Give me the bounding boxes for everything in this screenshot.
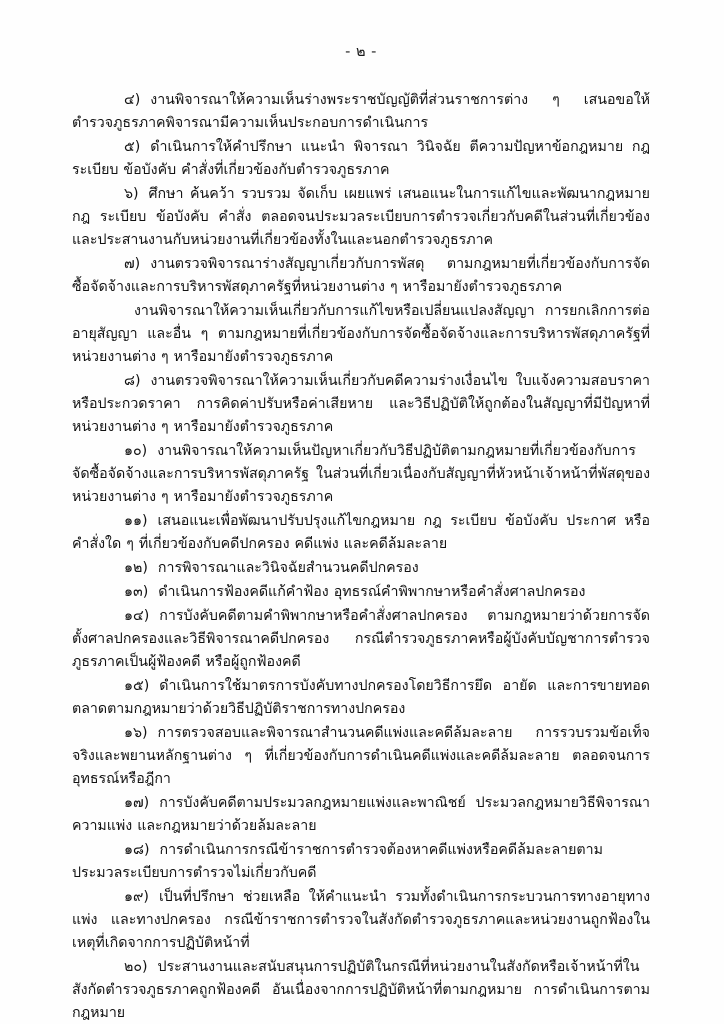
paragraph [72, 557, 650, 580]
paragraph [72, 183, 650, 252]
paragraph-number: ๑๕) [124, 678, 150, 694]
paragraph-number: ๑๓) [124, 584, 149, 600]
paragraph-text: ประสานงานและสนับสนุนการปฏิบัติในกรณีที่หน่วยงานในสังกัดหรือเจ้าหน้าที่ในสังกัดตำรวจภูธรภาคถูกฟ้องคดี อันเนื่องจากการปฏิบัติหน้าที่ตามกฎหมาย การดำเนินการตามกฎหมาย [72, 959, 650, 1021]
paragraph [72, 440, 650, 509]
paragraph-text: งานตรวจพิจารณาร่างสัญญาเกี่ยวกับการพัสดุ ตามกฎหมายที่เกี่ยวข้องกับการจัดซื้อจัดจ้างและการบริหารพัสดุภาครัฐที่หน่วยงานต่าง ๆ หารือมายังตำรวจภูธรภาค [72, 256, 650, 295]
paragraph-text: ศึกษา ค้นคว้า รวบรวม จัดเก็บ เผยแพร่ เสนอแนะในการแก้ไขและพัฒนากฎหมาย กฎ ระเบียบ ข้อบังคับ คำสั่ง ตลอดจนประมวลระเบียบการตำรวจเกี่ยวกับคดีในส่วนที่เกี่ยวข้องและประสานงานกับหน่วยงานที่เกี่ยวข้องทั้งในและนอกตำรวจภูธรภาค [72, 186, 650, 248]
document-body [72, 89, 650, 1025]
paragraph [72, 370, 650, 439]
paragraph-text: การดำเนินการกรณีข้าราชการตำรวจต้องหาคดีแพ่งหรือคดีล้มละลายตามประมวลระเบียบการตำรวจไม่เกี่ยวกับคดี [72, 842, 603, 881]
paragraph [72, 581, 650, 604]
paragraph-number: ๕) [124, 139, 141, 155]
paragraph-number: ๔) [124, 92, 141, 108]
paragraph-text: การตรวจสอบและพิจารณาสำนวนคดีแพ่งและคดีล้มละลาย การรวบรวมข้อเท็จจริงและพยานหลักฐานต่าง ๆ ที่เกี่ยวข้องกับการดำเนินคดีแพ่งและคดีล้มละลาย ตลอดจนการอุทธรณ์หรือฎีกา [72, 725, 650, 787]
paragraph [72, 510, 650, 556]
paragraph-number: ๑๘) [124, 842, 150, 858]
paragraph-text: เป็นที่ปรึกษา ช่วยเหลือ ให้คำแนะนำ รวมทั้งดำเนินการกระบวนการทางอายุทางแพ่ง และทางปกครอง กรณีข้าราชการตำรวจในสังกัดตำรวจภูธรภาคและหน่วยงานถูกฟ้องในเหตุที่เกิดจากการปฏิบัติหน้าที่ [72, 889, 650, 951]
paragraph-number: ๑๔) [124, 608, 150, 624]
paragraph-number: ๑๒) [124, 560, 148, 576]
paragraph [72, 722, 650, 791]
paragraph-number: ๘) [124, 373, 141, 389]
paragraph [72, 886, 650, 955]
paragraph [72, 792, 650, 838]
paragraph-text: งานตรวจพิจารณาให้ความเห็นเกี่ยวกับคดีความร่างเงื่อนไข ใบแจ้งความสอบราคาหรือประกวดราคา การคิดค่าปรับหรือค่าเสียหาย และวิธีปฏิบัติให้ถูกต้องในสัญญาที่มีปัญหาที่หน่วยงานต่าง ๆ หารือมายังตำรวจภูธรภาค [72, 373, 650, 435]
paragraph [72, 605, 650, 674]
paragraph-number: ๑๐) [124, 443, 148, 459]
paragraph-text: การบังคับคดีตามประมวลกฎหมายแพ่งและพาณิชย์ ประมวลกฎหมายวิธีพิจารณาความแพ่ง และกฎหมายว่าด้วยล้มละลาย [72, 795, 650, 834]
paragraph-number: ๑๖) [124, 725, 148, 741]
paragraph-text: ดำเนินการฟ้องคดีแก้คำฟ้อง อุทธรณ์คำพิพากษาหรือคำสั่งศาลปกครอง [158, 584, 586, 600]
paragraph-text: เสนอแนะเพื่อพัฒนาปรับปรุงแก้ไขกฎหมาย กฎ ระเบียบ ข้อบังคับ ประกาศ หรือคำสั่งใด ๆ ที่เกี่ยวข้องกับคดีปกครอง คดีแพ่ง และคดีล้มละลาย [72, 513, 650, 552]
paragraph-number: ๒๐) [124, 959, 148, 975]
paragraph [72, 89, 650, 135]
paragraph-text: งานพิจารณาให้ความเห็นร่างพระราชบัญญัติที่ส่วนราชการต่าง ๆ เสนอขอให้ตำรวจภูธรภาคพิจารณามีความเห็นประกอบการดำเนินการ [72, 92, 650, 131]
paragraph [72, 956, 650, 1025]
paragraph-text: ดำเนินการใช้มาตรการบังคับทางปกครองโดยวิธีการยึด อายัด และการขายทอดตลาดตามกฎหมายว่าด้วยวิธีปฏิบัติราชการทางปกครอง [72, 678, 650, 717]
paragraph-number: ๑๙) [124, 889, 149, 905]
paragraph-number: ๑๑) [124, 513, 148, 529]
paragraph-number: ๗) [124, 256, 141, 272]
paragraph-text: งานพิจารณาให้ความเห็นปัญหาเกี่ยวกับวิธีปฏิบัติตามกฎหมายที่เกี่ยวข้องกับการจัดซื้อจัดจ้างและการบริหารพัสดุภาครัฐ ในส่วนที่เกี่ยวเนื่องกับสัญญาที่หัวหน้าเจ้าหน้าที่พัสดุของหน่วยงานต่าง ๆ หารือมายังตำรวจภูธรภาค [72, 443, 650, 505]
paragraph-text: การพิจารณาและวินิจฉัยสำนวนคดีปกครอง [157, 560, 419, 576]
paragraph-text: งานพิจารณาให้ความเห็นเกี่ยวกับการแก้ไขหรือเปลี่ยนแปลงสัญญา การยกเลิกการต่ออายุสัญญา และอื่น ๆ ตามกฎหมายที่เกี่ยวข้องกับการจัดซื้อจัดจ้างและการบริหารพัสดุภาครัฐที่หน่วยงานต่าง ๆ หารือมายังตำรวจภูธรภาค [72, 303, 650, 365]
paragraph-number: ๖) [124, 186, 139, 202]
paragraph [72, 300, 650, 369]
page-number: - ๒ - [345, 44, 377, 60]
paragraph-text: ดำเนินการให้คำปรึกษา แนะนำ พิจารณา วินิจฉัย ตีความปัญหาข้อกฎหมาย กฎ ระเบียบ ข้อบังคับ คำสั่งที่เกี่ยวข้องกับตำรวจภูธรภาค [72, 139, 650, 178]
paragraph [72, 136, 650, 182]
paragraph [72, 675, 650, 721]
paragraph [72, 253, 650, 299]
paragraph-text: การบังคับคดีตามคำพิพากษาหรือคำสั่งศาลปกครอง ตามกฎหมายว่าด้วยการจัดตั้งศาลปกครองและวิธีพิจารณาคดีปกครอง กรณีตำรวจภูธรภาคหรือผู้บังคับบัญชาการตำรวจภูธรภาคเป็นผู้ฟ้องคดี หรือผู้ถูกฟ้องคดี [72, 608, 650, 670]
paragraph-number: ๑๗) [124, 795, 150, 811]
paragraph [72, 839, 650, 885]
